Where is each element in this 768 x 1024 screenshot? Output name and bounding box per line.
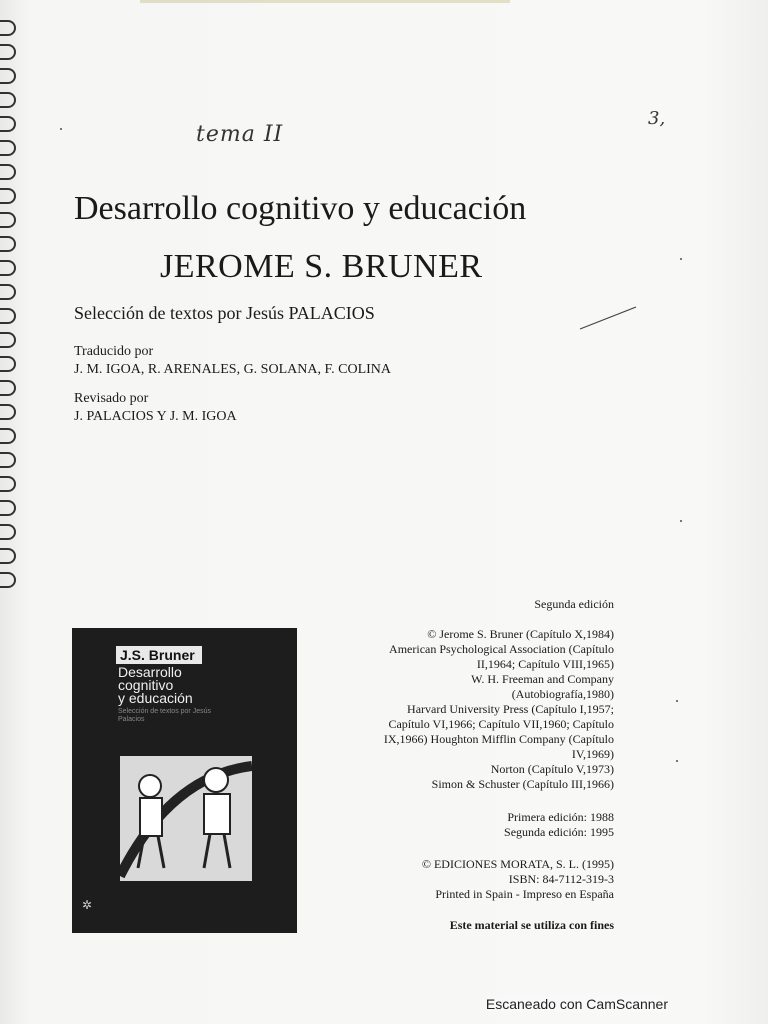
- edition-dates: [340, 810, 614, 840]
- usage-note: Este material se utiliza con fines: [449, 918, 614, 932]
- cover-title-line: y educación: [118, 690, 193, 706]
- scan-speck: [680, 258, 682, 260]
- cover-title-line: cognitivo: [118, 677, 174, 693]
- page-mark: 3,: [648, 108, 666, 129]
- spiral-loop: [0, 380, 16, 396]
- publisher-block: [340, 857, 614, 902]
- edition-label: Segunda edición: [534, 597, 614, 611]
- publisher-line: © EDICIONES MORATA, S. L. (1995): [421, 857, 614, 871]
- cover-publisher-mark: ✲: [82, 898, 93, 912]
- first-edition: Primera edición: 1988: [507, 810, 614, 824]
- spiral-loop: [0, 140, 16, 156]
- cover-title: [118, 666, 193, 705]
- cover-title-line: Desarrollo: [118, 664, 182, 680]
- book-cover-image: [72, 628, 297, 933]
- spiral-loop: [0, 260, 16, 276]
- scan-speck: [680, 520, 682, 522]
- scan-speck: [676, 760, 678, 762]
- revisers: J. PALACIOS Y J. M. IGOA: [74, 409, 237, 424]
- copyright-line: Harvard University Press (Capítulo I,1957;: [407, 702, 614, 716]
- copyright-line: II,1964; Capítulo VIII,1965): [476, 657, 614, 671]
- copyright-line: IX,1966) Houghton Mifflin Company (Capítulo: [383, 732, 614, 746]
- spiral-binding: [0, 20, 18, 600]
- cover-illustration: [120, 756, 252, 881]
- book-author: JEROME S. BRUNER: [160, 248, 483, 285]
- isbn-line: ISBN: 84-7112-319-3: [508, 872, 614, 886]
- second-edition: Segunda edición: 1995: [504, 825, 614, 839]
- copyright-line: Capítulo VI,1966; Capítulo VII,1960; Capítulo: [388, 717, 614, 731]
- spiral-loop: [0, 284, 16, 300]
- cover-brand: J.S. Bruner: [116, 646, 202, 664]
- copyright-line: IV,1969): [571, 747, 614, 761]
- spiral-loop: [0, 20, 16, 36]
- spiral-loop: [0, 548, 16, 564]
- spiral-loop: [0, 44, 16, 60]
- copyright-line: Simon & Schuster (Capítulo III,1966): [431, 777, 614, 791]
- spiral-loop: [0, 212, 16, 228]
- spiral-loop: [0, 68, 16, 84]
- spiral-loop: [0, 308, 16, 324]
- spiral-loop: [0, 404, 16, 420]
- spiral-loop: [0, 92, 16, 108]
- cover-subtitle: Selección de textos por Jesús Palacios: [118, 708, 211, 723]
- spiral-loop: [0, 500, 16, 516]
- spiral-loop: [0, 524, 16, 540]
- scan-speck: [676, 700, 678, 702]
- spiral-loop: [0, 476, 16, 492]
- spiral-loop: [0, 236, 16, 252]
- spiral-loop: [0, 428, 16, 444]
- copyright-line: W. H. Freeman and Company: [471, 672, 614, 686]
- spiral-loop: [0, 116, 16, 132]
- handwritten-note: tema II: [196, 122, 284, 147]
- copyright-line: American Psychological Association (Capítulo: [389, 642, 614, 656]
- spiral-loop: [0, 332, 16, 348]
- printed-line: Printed in Spain - Impreso en España: [435, 887, 614, 901]
- spiral-loop: [0, 164, 16, 180]
- scanner-watermark: Escaneado con CamScanner: [485, 996, 668, 1012]
- revised-label: Revisado por: [74, 391, 149, 406]
- translated-label: Traducido por: [74, 344, 154, 359]
- book-title: Desarrollo cognitivo y educación: [74, 190, 527, 227]
- figures-illustration: [120, 756, 252, 881]
- spiral-loop: [0, 572, 16, 588]
- spiral-loop: [0, 356, 16, 372]
- copyright-line: Norton (Capítulo V,1973): [490, 762, 614, 776]
- spiral-loop: [0, 188, 16, 204]
- copyright-line: © Jerome S. Bruner (Capítulo X,1984): [427, 627, 614, 641]
- pen-stroke: [578, 305, 638, 331]
- top-edge-mark: [140, 0, 510, 3]
- revision-credits: [74, 390, 237, 426]
- translators: J. M. IGOA, R. ARENALES, G. SOLANA, F. COLINA: [74, 362, 392, 377]
- scan-speck: [60, 128, 62, 130]
- copyright-block: [340, 627, 614, 792]
- selection-credit: Selección de textos por Jesús PALACIOS: [74, 303, 375, 323]
- spiral-loop: [0, 452, 16, 468]
- translation-credits: [74, 343, 391, 379]
- copyright-line: (Autobiografía,1980): [511, 687, 614, 701]
